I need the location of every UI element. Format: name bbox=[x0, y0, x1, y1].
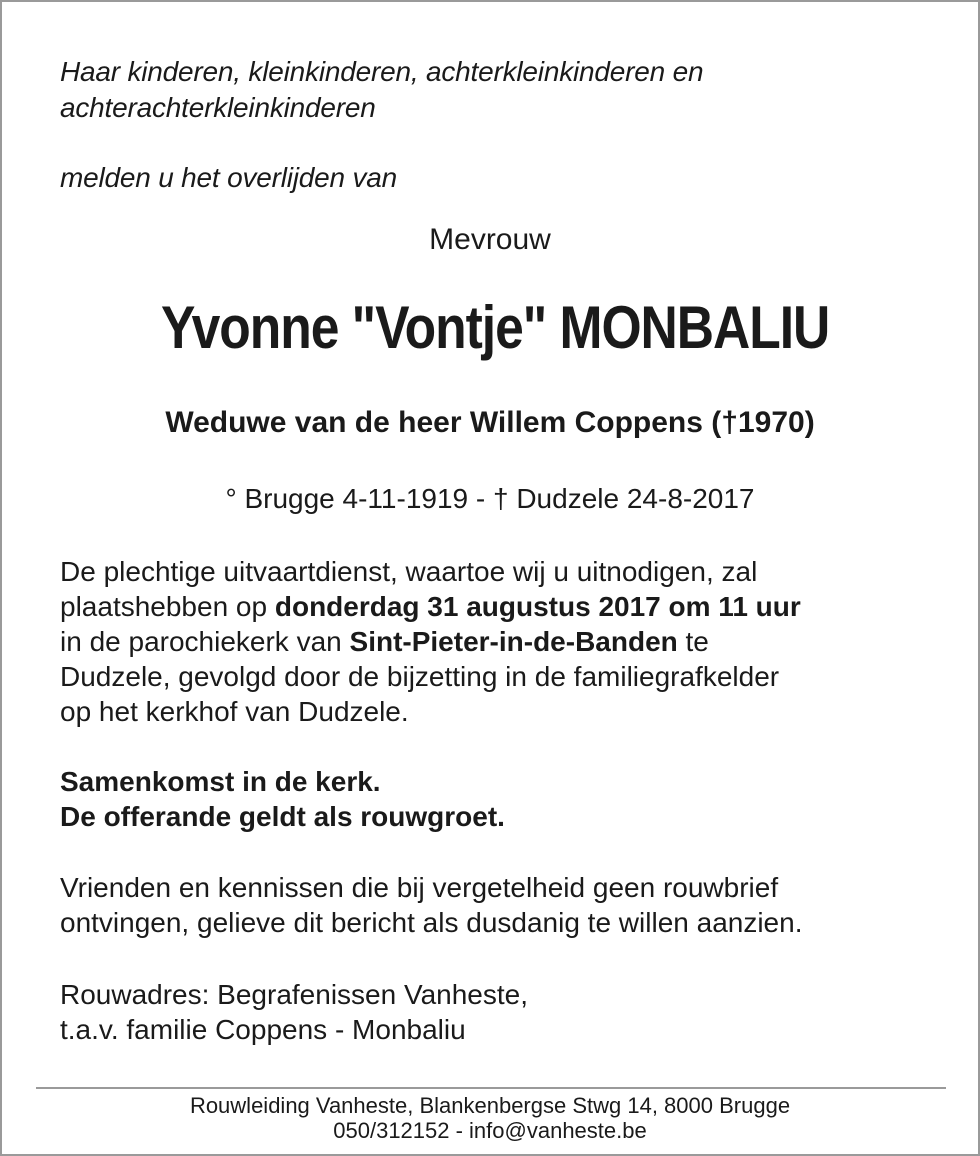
service-date-time: donderdag 31 augustus 2017 om 11 uur bbox=[274, 591, 801, 622]
service-line-3 bbox=[60, 624, 709, 659]
service-line-2-text: plaatshebben op bbox=[60, 591, 275, 622]
service-line-2 bbox=[60, 589, 801, 624]
mourning-address-line-1: Rouwadres: Begrafenissen Vanheste, bbox=[60, 979, 528, 1010]
footer-divider bbox=[36, 1087, 946, 1089]
offering-note: De offerande geldt als rouwgroet. bbox=[60, 801, 505, 832]
service-line-5: op het kerkhof van Dudzele. bbox=[60, 696, 409, 727]
friends-line-1: Vrienden en kennissen die bij vergetelheid geen rouwbrief bbox=[60, 872, 779, 903]
service-line-1: De plechtige uitvaartdienst, waartoe wij u uitnodigen, zal bbox=[60, 556, 758, 587]
service-line-4: Dudzele, gevolgd door de bijzetting in de familiegrafkelder bbox=[60, 661, 780, 692]
mourning-address-line-2: t.a.v. familie Coppens - Monbaliu bbox=[60, 1014, 466, 1045]
footer-line-1: Rouwleiding Vanheste, Blankenbergse Stwg 14, 8000 Brugge bbox=[189, 1093, 791, 1118]
service-line-3-suffix: te bbox=[677, 626, 709, 657]
footer-line-2: 050/312152 - info@vanheste.be bbox=[333, 1118, 647, 1143]
service-line-3-text: in de parochiekerk van bbox=[60, 626, 350, 657]
intro-line-2: achterachterkleinkinderen bbox=[60, 92, 376, 123]
deceased-name: Yvonne "Vontje" MONBALIU bbox=[161, 294, 830, 361]
intro-line-1: Haar kinderen, kleinkinderen, achterkleinkinderen en bbox=[60, 56, 704, 87]
church-name: Sint-Pieter-in-de-Banden bbox=[349, 626, 678, 657]
friends-line-2: ontvingen, gelieve dit bericht als dusdanig te willen aanzien. bbox=[60, 907, 803, 938]
announcement: melden u het overlijden van bbox=[60, 162, 398, 193]
birth-death-dates: ° Brugge 4-11-1919 - † Dudzele 24-8-2017 bbox=[225, 483, 755, 514]
widow-of: Weduwe van de heer Willem Coppens (†1970) bbox=[165, 406, 815, 439]
gathering-note: Samenkomst in de kerk. bbox=[60, 766, 381, 797]
salutation: Mevrouw bbox=[429, 223, 551, 256]
